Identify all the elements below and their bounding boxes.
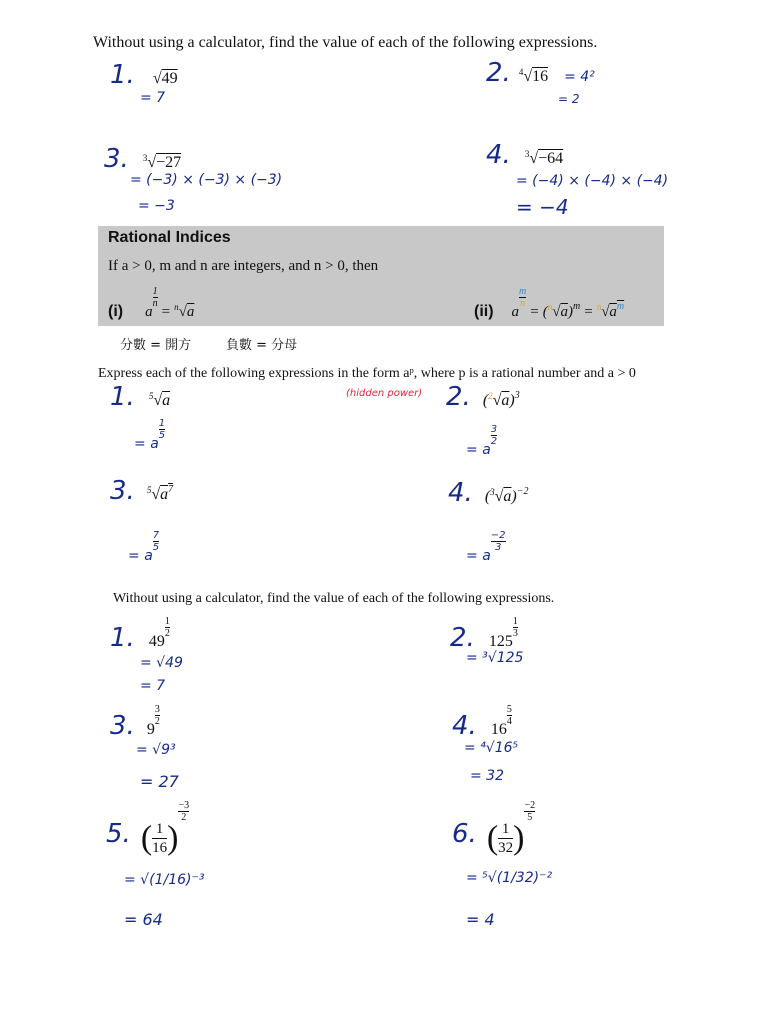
s3-q3-expr: 9 $\frac{3}{2}$: [146, 704, 160, 738]
rule-ii: [474, 286, 624, 321]
s3-q1: [110, 616, 170, 653]
s1-q3: [104, 144, 181, 174]
note-left: 分數 = 開方: [120, 338, 192, 353]
section2-title: Express each of the following expressions in the form aᵖ, where p is a rational number and a > 0: [98, 366, 636, 381]
s3-q3-step1: = √9³: [136, 742, 176, 758]
s3-q5-step2: = 64: [124, 910, 163, 929]
s3-q6-step1: = ⁵√(1/32)⁻²: [466, 870, 553, 886]
rule-ii-form1: $(^n√a)^m$: [542, 301, 581, 320]
s2-q3: [110, 476, 173, 506]
s1-q2: [486, 58, 595, 88]
s1-q4-step1: = (−4) × (−4) × (−4): [516, 173, 669, 189]
box-condition: If a > 0, m and n are integers, and n > 0, then: [108, 258, 379, 274]
s3-q2-number: 2.: [450, 623, 475, 653]
s3-q5-expr: ( $\frac{1}{16}$ ) $\frac{-3}{2}$: [140, 800, 190, 857]
s1-q3-number: 3.: [104, 144, 129, 174]
box-title: Rational Indices: [108, 229, 231, 246]
rule-i-eq: =: [161, 304, 171, 320]
s2-q4-answer: = a $\frac{-2}{3}$: [466, 530, 506, 564]
s3-q4-expr: 16 $\frac{5}{4}$: [490, 704, 512, 738]
s1-q1: [110, 60, 178, 90]
s1-q4: [486, 140, 563, 170]
rule-ii-label: (ii): [474, 303, 494, 320]
s2-q1: [110, 382, 170, 412]
s3-q4-step1: = ⁴√16⁵: [464, 740, 519, 756]
s1-q1-step1: = 7: [140, 90, 166, 106]
s1-q4-number: 4.: [486, 140, 511, 170]
s3-q4: [452, 704, 512, 741]
s1-q2-radical: $^4$√16: [518, 67, 549, 85]
s1-q2-step1: = 2: [558, 92, 580, 106]
s3-q2-step1: = ³√125: [466, 650, 524, 666]
s2-q1-expr: $^5$√a: [148, 391, 171, 409]
rule-ii-eq1: =: [530, 304, 539, 320]
s3-q1-number: 1.: [110, 623, 135, 653]
s2-q1-number: 1.: [110, 382, 135, 412]
s2-q2-expr: $(^2√a)^3$: [482, 390, 520, 409]
s3-q6-expr: ( $\frac{1}{32}$ ) $\frac{-2}{5}$: [486, 800, 536, 857]
s3-q6-number: 6.: [452, 819, 477, 849]
s3-q2-expr: 125 $\frac{1}{3}$: [488, 616, 518, 650]
s3-q6: [452, 800, 535, 858]
s2-q4: [448, 478, 529, 508]
note-right: 負數 = 分母: [226, 338, 298, 353]
s2-q2: [446, 382, 520, 412]
rule-ii-base: a $\frac{m}{n}$: [511, 286, 527, 320]
s1-q3-step2: = −3: [138, 198, 175, 214]
s2-q3-number: 3.: [110, 476, 135, 506]
s3-q5-number: 5.: [106, 819, 131, 849]
s1-q3-step1: = (−3) × (−3) × (−3): [130, 172, 283, 188]
rule-i-base: a $\frac{1}{n}$: [145, 286, 158, 320]
section3-title: Without using a calculator, find the value of each of the following expressions.: [113, 591, 555, 606]
s3-q4-number: 4.: [452, 711, 477, 741]
s2-q2-answer: = a $\frac{3}{2}$: [466, 424, 498, 458]
s3-q3-number: 3.: [110, 711, 135, 741]
s2-q4-number: 4.: [448, 478, 473, 508]
rule-i: [108, 286, 194, 321]
s1-q3-radical: $^3$√−27: [142, 153, 182, 171]
s3-q6-step2: = 4: [466, 910, 495, 929]
rule-ii-form2: $^n√a^m$: [596, 301, 625, 320]
s1-q1-number: 1.: [110, 60, 135, 90]
s3-q1-step2: = 7: [140, 678, 166, 694]
s2-q1-answer: = a $\frac{1}{5}$: [134, 418, 166, 452]
section1-title: Without using a calculator, find the value of each of the following expressions.: [93, 34, 598, 51]
rule-i-radical: $^n$√a: [174, 302, 195, 320]
s3-q3-step2: = 27: [140, 772, 179, 791]
s2-q3-expr: $^5√a^7$: [146, 484, 174, 503]
s3-q4-step2: = 32: [470, 768, 504, 784]
s1-q1-radical: √49: [152, 70, 178, 87]
s3-q1-step1: = √49: [140, 655, 183, 671]
s1-q4-step2: = −4: [516, 195, 569, 219]
hidden-power-annotation: (hidden power): [346, 388, 423, 399]
s1-q2-number: 2.: [486, 58, 511, 88]
s2-q4-expr: $(^3√a)^{-2}$: [484, 486, 529, 505]
s1-q4-radical: $^3$√−64: [524, 149, 564, 167]
s2-q2-number: 2.: [446, 382, 471, 412]
s3-q1-expr: 49 $\frac{1}{2}$: [148, 616, 170, 650]
s3-q3: [110, 704, 160, 741]
s3-q5-step1: = √(1/16)⁻³: [124, 872, 205, 888]
rule-i-label: (i): [108, 303, 124, 320]
s3-q2: [450, 616, 518, 653]
rule-ii-eq2: =: [584, 304, 593, 320]
s1-q2-extra: = 4²: [564, 69, 595, 85]
s3-q5: [106, 800, 189, 858]
s2-q3-answer: = a $\frac{7}{5}$: [128, 530, 160, 564]
